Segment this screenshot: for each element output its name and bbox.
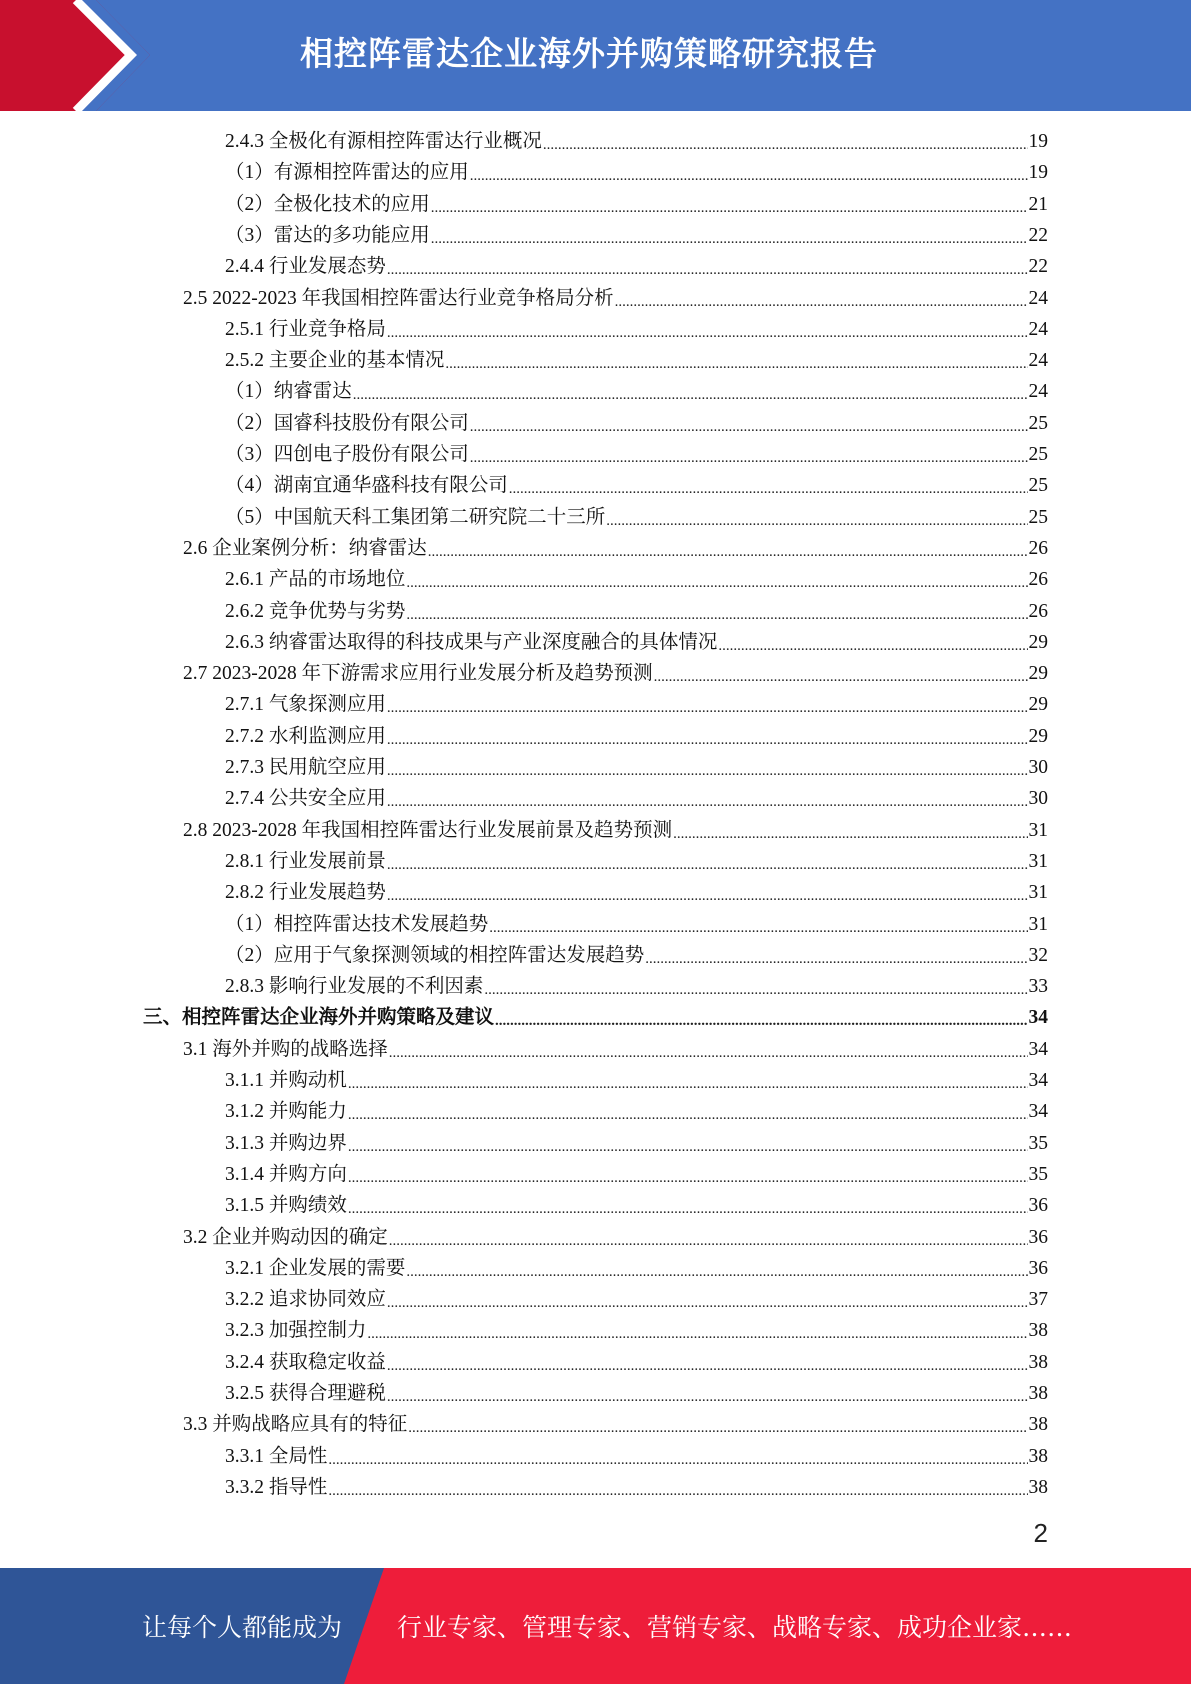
toc-entry-page: 26: [1028, 600, 1048, 622]
toc-entry-label: 3.2.4 获取稳定收益: [225, 1351, 386, 1373]
toc-dot-leader: [353, 378, 1028, 406]
toc-dot-leader: [615, 285, 1028, 313]
toc-entry-label: 2.6 企业案例分析：纳睿雷达: [183, 537, 427, 559]
toc-entry-label: 2.5.2 主要企业的基本情况: [225, 350, 445, 372]
toc-entry[interactable]: [225, 566, 1048, 594]
toc-entry-page: 24: [1028, 350, 1048, 372]
toc-entry[interactable]: [225, 1286, 1048, 1314]
toc-dot-leader: [348, 1161, 1028, 1189]
toc-entry[interactable]: [225, 691, 1048, 719]
toc-dot-leader: [431, 191, 1028, 219]
toc-entry[interactable]: [225, 472, 1048, 500]
toc-entry-label: 3.1.4 并购方向: [225, 1163, 347, 1185]
toc-entry-page: 25: [1028, 412, 1048, 434]
toc-entry-page: 34: [1028, 1038, 1048, 1060]
toc-entry-label: 3.3.1 全局性: [225, 1445, 328, 1467]
toc-entry[interactable]: [225, 1255, 1048, 1283]
toc-entry[interactable]: [183, 817, 1048, 845]
toc-dot-leader: [673, 817, 1027, 845]
toc-dot-leader: [431, 222, 1028, 250]
toc-entry[interactable]: [225, 629, 1048, 657]
toc-entry-page: 25: [1028, 444, 1048, 465]
toc-entry-label: 3.1.1 并购动机: [225, 1070, 347, 1091]
toc-entry[interactable]: [225, 441, 1048, 469]
toc-dot-leader: [387, 1380, 1028, 1408]
toc-entry-page: 37: [1028, 1289, 1048, 1311]
toc-entry-label: 3.2 企业并购动因的确定: [183, 1226, 388, 1248]
toc-dot-leader: [328, 1474, 1027, 1502]
toc-dot-leader: [645, 942, 1027, 970]
toc-dot-leader: [718, 629, 1027, 657]
toc-entry-label: （3）四创电子股份有限公司: [225, 444, 469, 465]
toc-entry-label: 2.8 2023-2028 年我国相控阵雷达行业发展前景及趋势预测: [183, 819, 673, 841]
chevron-arrow-icon: [0, 0, 160, 111]
toc-dot-leader: [408, 1411, 1027, 1439]
toc-entry-page: 25: [1028, 475, 1048, 497]
toc-entry[interactable]: [225, 1443, 1048, 1471]
toc-entry[interactable]: [225, 253, 1048, 281]
toc-entry-label: 2.5.1 行业竞争格局: [225, 318, 386, 340]
toc-entry-label: （1）有源相控阵雷达的应用: [225, 162, 469, 184]
toc-entry-page: 32: [1028, 944, 1048, 966]
toc-entry-label: 2.6.2 竞争优势与劣势: [225, 600, 406, 622]
toc-entry-page: 31: [1028, 882, 1048, 904]
toc-entry-page: 38: [1028, 1476, 1048, 1498]
toc-entry-page: 34: [1028, 1007, 1048, 1029]
toc-entry-page: 24: [1028, 287, 1048, 309]
toc-entry-page: 31: [1028, 913, 1048, 935]
toc-entry-label: 2.7 2023-2028 年下游需求应用行业发展分析及趋势预测: [183, 663, 653, 685]
toc-dot-leader: [387, 879, 1028, 907]
toc-dot-leader: [387, 754, 1028, 782]
page-number: 2: [1033, 1518, 1048, 1548]
toc-entry-page: 31: [1028, 850, 1048, 872]
toc-entry-label: （5）中国航天科工集团第二研究院二十三所: [225, 506, 606, 528]
toc-entry-page: 22: [1028, 256, 1048, 278]
toc-entry-label: 2.8.1 行业发展前景: [225, 850, 386, 872]
toc-entry-label: 3.3 并购战略应具有的特征: [183, 1414, 408, 1436]
toc-dot-leader: [470, 410, 1028, 438]
toc-entry-label: 2.7.2 水利监测应用: [225, 725, 386, 747]
toc-entry-page: 38: [1028, 1383, 1048, 1404]
toc-entry-page: 35: [1028, 1163, 1048, 1185]
toc-entry[interactable]: [225, 1380, 1048, 1408]
toc-entry[interactable]: [225, 1192, 1048, 1220]
toc-entry-label: 2.7.4 公共安全应用: [225, 788, 386, 810]
toc-dot-leader: [509, 472, 1028, 500]
toc-entry-label: 2.7.1 气象探测应用: [225, 694, 386, 716]
toc-entry-label: 2.6.3 纳睿雷达取得的科技成果与产业深度融合的具体情况: [225, 631, 718, 653]
toc-entry-label: 3.1.3 并购边界: [225, 1132, 347, 1154]
toc-entry[interactable]: [225, 347, 1048, 375]
toc-entry-page: 25: [1028, 506, 1048, 528]
toc-dot-leader: [543, 128, 1028, 156]
toc-entry[interactable]: [225, 1067, 1048, 1095]
toc-entry[interactable]: [225, 723, 1048, 751]
toc-entry-label: （2）全极化技术的应用: [225, 193, 430, 215]
toc-entry[interactable]: [225, 128, 1048, 156]
toc-dot-leader: [489, 911, 1027, 939]
toc-dot-leader: [328, 1443, 1027, 1471]
toc-entry-page: 36: [1028, 1226, 1048, 1248]
toc-entry[interactable]: [225, 911, 1048, 939]
toc-entry-page: 34: [1028, 1070, 1048, 1091]
toc-entry-page: 36: [1028, 1195, 1048, 1217]
toc-entry[interactable]: [183, 660, 1048, 688]
toc-entry-page: 30: [1028, 788, 1048, 810]
toc-entry-label: 2.4.3 全极化有源相控阵雷达行业概况: [225, 131, 542, 152]
toc-dot-leader: [470, 159, 1028, 187]
toc-entry-label: （1）纳睿雷达: [225, 381, 352, 403]
toc-entry-page: 29: [1028, 725, 1048, 747]
toc-entry-page: 19: [1028, 162, 1048, 184]
toc-dot-leader: [406, 566, 1027, 594]
footer-slogan-right: 行业专家、管理专家、营销专家、战略专家、成功企业家……: [397, 1613, 1073, 1642]
toc-entry-page: 31: [1028, 819, 1048, 841]
toc-entry-page: 22: [1028, 224, 1048, 246]
toc-dot-leader: [406, 598, 1027, 626]
toc-dot-leader: [654, 660, 1028, 688]
toc-entry-page: 38: [1028, 1351, 1048, 1373]
toc-entry[interactable]: [225, 598, 1048, 626]
toc-entry-page: 38: [1028, 1445, 1048, 1467]
toc-entry-label: （4）湖南宜通华盛科技有限公司: [225, 475, 508, 497]
toc-dot-leader: [445, 347, 1027, 375]
toc-entry-page: 33: [1028, 976, 1048, 998]
toc-entry[interactable]: [225, 879, 1048, 907]
toc-entry[interactable]: [225, 785, 1048, 813]
toc-entry-page: 19: [1028, 131, 1048, 152]
toc-entry-page: 38: [1028, 1414, 1048, 1436]
toc-entry[interactable]: [225, 1130, 1048, 1158]
toc-entry-label: 3.2.2 追求协同效应: [225, 1289, 386, 1311]
toc-dot-leader: [348, 1067, 1028, 1095]
toc-entry-label: 2.4.4 行业发展态势: [225, 256, 386, 278]
toc-entry[interactable]: [225, 316, 1048, 344]
toc-entry-label: 三、相控阵雷达企业海外并购策略及建议: [143, 1007, 495, 1029]
toc-entry[interactable]: [225, 504, 1048, 532]
toc-entry[interactable]: [225, 1161, 1048, 1189]
toc-entry[interactable]: [183, 1036, 1048, 1064]
toc-entry-page: 26: [1028, 569, 1048, 591]
toc-entry-label: 2.6.1 产品的市场地位: [225, 569, 406, 591]
toc-entry[interactable]: [225, 973, 1048, 1001]
toc-entry[interactable]: [225, 848, 1048, 876]
toc-dot-leader: [428, 535, 1028, 563]
toc-dot-leader: [348, 1098, 1028, 1126]
toc-entry-label: 3.1 海外并购的战略选择: [183, 1038, 388, 1060]
toc-dot-leader: [387, 691, 1028, 719]
report-footer: [0, 1568, 1191, 1684]
toc-entry-page: 38: [1028, 1320, 1048, 1342]
toc-entry[interactable]: [225, 1474, 1048, 1502]
toc-dot-leader: [389, 1224, 1028, 1252]
toc-entry-label: 2.8.2 行业发展趋势: [225, 882, 386, 904]
toc-entry[interactable]: [225, 191, 1048, 219]
toc-entry-label: 3.3.2 指导性: [225, 1476, 328, 1498]
toc-entry-label: （1）相控阵雷达技术发展趋势: [225, 913, 489, 935]
toc-dot-leader: [387, 253, 1028, 281]
toc-entry-page: 24: [1028, 381, 1048, 403]
toc-entry[interactable]: [225, 378, 1048, 406]
toc-entry[interactable]: [225, 1098, 1048, 1126]
toc-entry-label: 2.7.3 民用航空应用: [225, 757, 386, 778]
toc-entry[interactable]: [225, 1349, 1048, 1377]
toc-entry-label: 2.5 2022-2023 年我国相控阵雷达行业竞争格局分析: [183, 287, 614, 309]
toc-entry[interactable]: [225, 942, 1048, 970]
toc-dot-leader: [387, 1349, 1028, 1377]
toc-dot-leader: [389, 1036, 1028, 1064]
report-header: [0, 0, 1191, 111]
toc-entry[interactable]: [183, 1411, 1048, 1439]
report-title: 相控阵雷达企业海外并购策略研究报告: [300, 34, 878, 73]
toc-entry-page: 29: [1028, 694, 1048, 716]
toc-dot-leader: [387, 785, 1028, 813]
toc-entry-label: 3.2.5 获得合理避税: [225, 1383, 386, 1404]
toc-dot-leader: [387, 723, 1028, 751]
toc-entry-label: （2）国睿科技股份有限公司: [225, 412, 469, 434]
toc-entry-label: （3）雷达的多功能应用: [225, 224, 430, 246]
toc-entry-label: 3.2.1 企业发展的需要: [225, 1257, 406, 1279]
toc-entry-page: 26: [1028, 537, 1048, 559]
toc-entry-label: 3.1.5 并购绩效: [225, 1195, 347, 1217]
toc-dot-leader: [348, 1130, 1028, 1158]
toc-dot-leader: [470, 441, 1028, 469]
toc-entry-page: 36: [1028, 1257, 1048, 1279]
toc-entry-label: （2）应用于气象探测领域的相控阵雷达发展趋势: [225, 944, 645, 966]
toc-entry-page: 29: [1028, 663, 1048, 685]
toc-entry[interactable]: [225, 410, 1048, 438]
toc-entry[interactable]: [183, 285, 1048, 313]
toc-entry-label: 3.1.2 并购能力: [225, 1101, 347, 1123]
toc-entry[interactable]: [183, 1224, 1048, 1252]
toc-dot-leader: [495, 1004, 1027, 1032]
toc-dot-leader: [348, 1192, 1028, 1220]
toc-dot-leader: [387, 848, 1028, 876]
toc-entry-page: 29: [1028, 631, 1048, 653]
toc-dot-leader: [484, 973, 1027, 1001]
toc-entry-page: 24: [1028, 318, 1048, 340]
toc-entry-page: 34: [1028, 1101, 1048, 1123]
toc-entry-label: 2.8.3 影响行业发展的不利因素: [225, 976, 484, 998]
toc-dot-leader: [406, 1255, 1027, 1283]
toc-entry[interactable]: [225, 754, 1048, 782]
toc-entry-label: 3.2.3 加强控制力: [225, 1320, 367, 1342]
toc-entry-page: 30: [1028, 757, 1048, 778]
toc-dot-leader: [387, 1286, 1028, 1314]
toc-dot-leader: [367, 1317, 1027, 1345]
toc-entry-page: 21: [1028, 193, 1048, 215]
toc-entry[interactable]: [143, 1004, 1048, 1032]
toc-dot-leader: [387, 316, 1028, 344]
footer-slogan-left: 让每个人都能成为: [142, 1613, 343, 1642]
toc-entry[interactable]: [183, 535, 1048, 563]
toc-entry[interactable]: [225, 222, 1048, 250]
toc-entry-page: 35: [1028, 1132, 1048, 1154]
toc-dot-leader: [606, 504, 1027, 532]
toc-entry[interactable]: [225, 159, 1048, 187]
toc-entry[interactable]: [225, 1317, 1048, 1345]
